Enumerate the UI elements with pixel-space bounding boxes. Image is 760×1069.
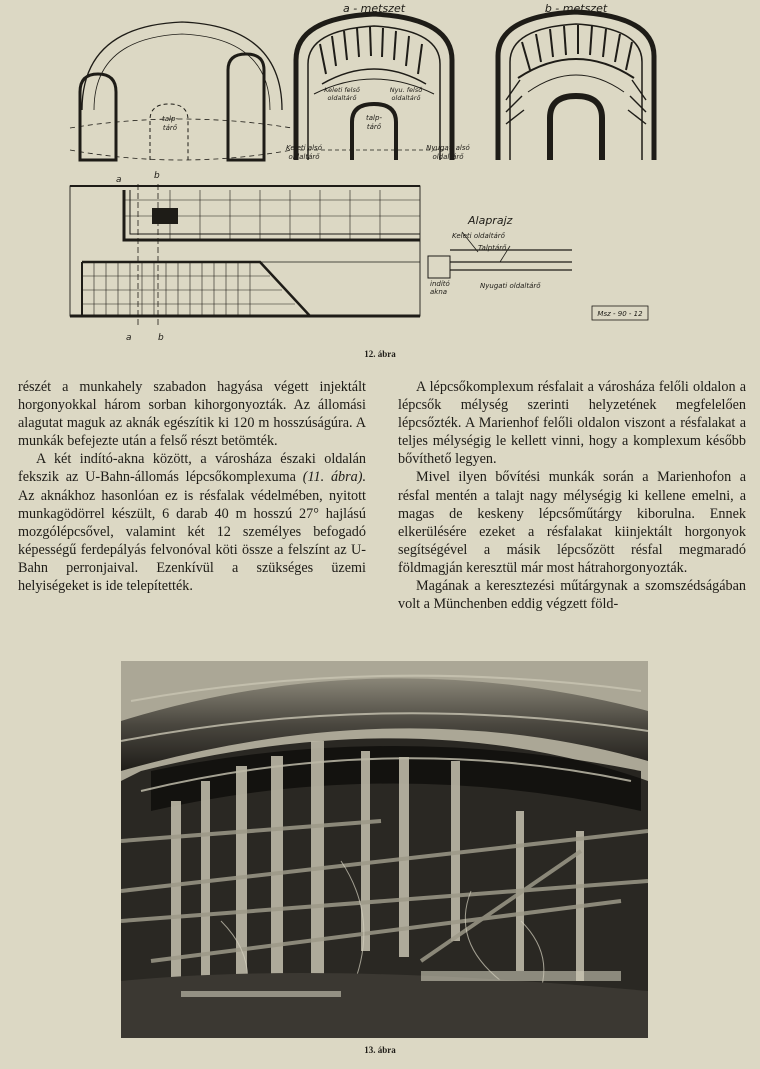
paragraph: Magának a keresztezési műtárgynak a szomszédságában volt a Münchenben eddig végzett föld- <box>398 578 746 613</box>
paragraph <box>18 450 366 595</box>
label-keleti-also-2: oldaltárő <box>288 153 320 161</box>
paragraph: Mivel ilyen bővítési munkák során a Marienhofon a résfal mentén a talajt nagy mélységig ki kellene emelni, a magas de keskeny lépcsőműtárgy kiborulna. Ennek elkerülésére ezeket a résfalakat kiinjektált horgonyok segítségével a másik lépcsőzött résfal megmaradó földmagján keresztül már most hátrahorgonyozták. <box>398 469 746 576</box>
plan-view-drawing <box>70 186 420 316</box>
plan-marker-b-bottom: b <box>158 333 164 343</box>
figure-reference: (11. ábra). <box>302 469 367 486</box>
alaprajz-sketch <box>428 232 648 320</box>
label-nyugati-felso-1: Nyu. felső <box>389 86 423 94</box>
label-nyugati-also-2: oldaltárő <box>432 153 464 161</box>
plan-marker-a-top: a <box>116 175 122 185</box>
label-nyugati-oldaltaro: Nyugati oldaltárő <box>480 282 541 290</box>
figure-13-photo <box>121 661 648 1038</box>
label-keleti-oldaltaro: Keleti oldaltárő <box>452 232 505 240</box>
section-a-title: a - metszet <box>342 2 406 15</box>
plan-grid <box>82 190 380 316</box>
paragraph: A lépcsőkomplexum résfalait a városháza felőli oldalon a lépcsők mélység szerinti helyzetének megfelelően lépcsőzték. A Marienhof felőli oldalon viszont a résfalakat a teljes mélységig le kellett vinni, hogy a komplexum később bővíthető legyen. <box>398 379 746 468</box>
figure-13-caption: 13. ábra <box>364 1045 396 1055</box>
label-talptaro-plan: Talptárő <box>478 244 507 252</box>
label-keleti-felso-2: oldaltárő <box>327 94 357 102</box>
figure-12-caption: 12. ábra <box>364 349 396 359</box>
section-a-ribs <box>320 27 422 74</box>
label-keleti-also-1: Keleti alsó <box>286 144 322 152</box>
paragraph-text: A két indító-akna között, a városháza északi oldalán fekszik az U-Bahn-állomás lépcsőkomplexuma <box>18 451 366 486</box>
alaprajz-title: Alaprajz <box>468 214 513 227</box>
right-side-tunnel <box>228 54 264 160</box>
label-talptaro-left-1: talp- <box>162 115 178 123</box>
label-nyugati-also-1: Nyugati alsó <box>426 144 470 152</box>
label-talptaro-a-1: talp- <box>366 114 382 122</box>
section-b-drawing <box>498 12 654 160</box>
label-talptaro-left-2: tárő <box>162 124 178 132</box>
left-side-tunnel <box>80 74 116 160</box>
plan-marker-b-top: b <box>154 171 160 181</box>
figure-12-drawing <box>60 0 660 350</box>
figure-12-svg <box>60 0 660 350</box>
text-column-right <box>398 378 746 613</box>
section-b-title: b - metszet <box>544 2 608 15</box>
label-indito-2: akna <box>430 288 448 296</box>
tunnel-photo-svg <box>121 661 648 1038</box>
text-column-left <box>18 378 366 595</box>
label-talptaro-a-2: tárő <box>366 123 382 131</box>
label-keleti-felso-1: Keleti felső <box>324 86 360 94</box>
plan-marker-a-bottom: a <box>126 333 132 343</box>
left-section-outline <box>82 22 282 110</box>
paragraph: részét a munkahely szabadon hagyása végett injektált horgonyokkal három sorban kihorgonyozták. Az állomási alagutat maguk az aknák egészítik ki 120 m hosszúságúra. A munkák befejezte után a felső részt betömték. <box>18 379 366 450</box>
section-b-anchors <box>506 80 646 124</box>
label-nyugati-felso-2: oldaltárő <box>391 94 421 102</box>
section-a-drawing <box>296 14 452 160</box>
paragraph-text: Az aknákhoz hasonlóan ez is résfalak védelmében, nyitott munkagödörrel készült, 6 darab 40 m hosszú 27° hajlású mozgólépcsővel, valamint két 12 személyes befogadó képességű ferdepályás felvonóval köti össze a felszínt az U-Bahn perronjaival. Ezenkívül a szükséges üzemi helyiségeket is ide telepítették. <box>18 487 366 595</box>
label-indito-1: indító <box>430 280 450 288</box>
drawing-stamp: Msz - 90 - 12 <box>597 310 643 318</box>
